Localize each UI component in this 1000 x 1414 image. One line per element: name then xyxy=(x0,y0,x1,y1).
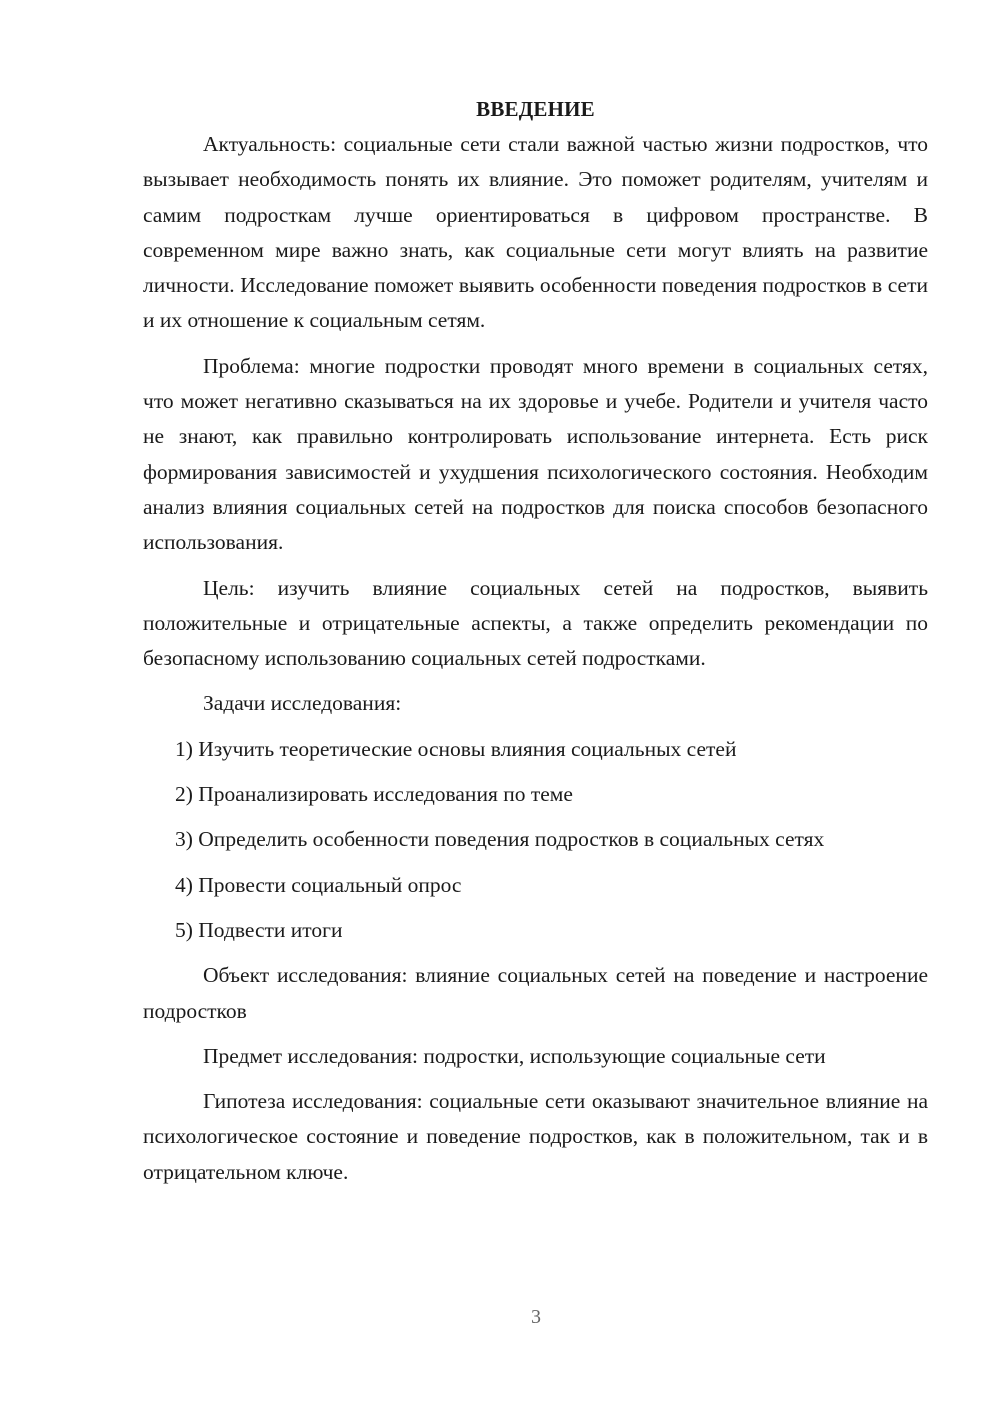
list-item: 3) Определить особенности поведения подростков в социальных сетях xyxy=(175,827,825,852)
paragraph-hypothesis: Гипотеза исследования: социальные сети оказывают значительное влияние на психологическое состояние и поведение подростков, как в положительном, так и в отрицательном ключе. xyxy=(143,1089,928,1184)
paragraph-subject: Предмет исследования: подростки, использующие социальные сети xyxy=(203,1043,826,1068)
page-title: ВВЕДЕНИЕ xyxy=(476,97,595,121)
paragraph-object: Объект исследования: влияние социальных сетей на поведение и настроение подростков xyxy=(143,963,928,1023)
list-item: 4) Провести социальный опрос xyxy=(175,872,462,897)
tasks-list xyxy=(143,732,928,948)
list-item: 5) Подвести итоги xyxy=(175,917,343,942)
paragraph-relevance: Актуальность: социальные сети стали важной частью жизни подростков, что вызывает необходимость понять их влияние. Это поможет родителям, учителям и самим подросткам лучше ориентироваться в цифровом пространстве. В современном мире важно знать, как социальные сети могут влиять на развитие личности. Исследование поможет выявить особенности поведения подростков в сети и их отношение к социальным сетям. xyxy=(143,132,928,333)
list-item: 2) Проанализировать исследования по теме xyxy=(175,782,573,807)
paragraph-goal: Цель: изучить влияние социальных сетей на подростков, выявить положительные и отрицательные аспекты, а также определить рекомендации по безопасному использованию социальных сетей подростками. xyxy=(143,575,928,671)
document-page xyxy=(143,92,928,1200)
page-number: 3 xyxy=(531,1306,541,1328)
paragraph-problem: Проблема: многие подростки проводят много времени в социальных сетях, что может негативно сказываться на их здоровье и учебе. Родители и учителя часто не знают, как правильно контролировать использование интернета. Есть риск формирования зависимостей и ухудшения психологического состояния. Необходим анализ влияния социальных сетей на подростков для поиска способов безопасного использования. xyxy=(143,353,928,555)
tasks-heading: Задачи исследования: xyxy=(203,691,402,716)
list-item: 1) Изучить теоретические основы влияния социальных сетей xyxy=(175,736,737,761)
